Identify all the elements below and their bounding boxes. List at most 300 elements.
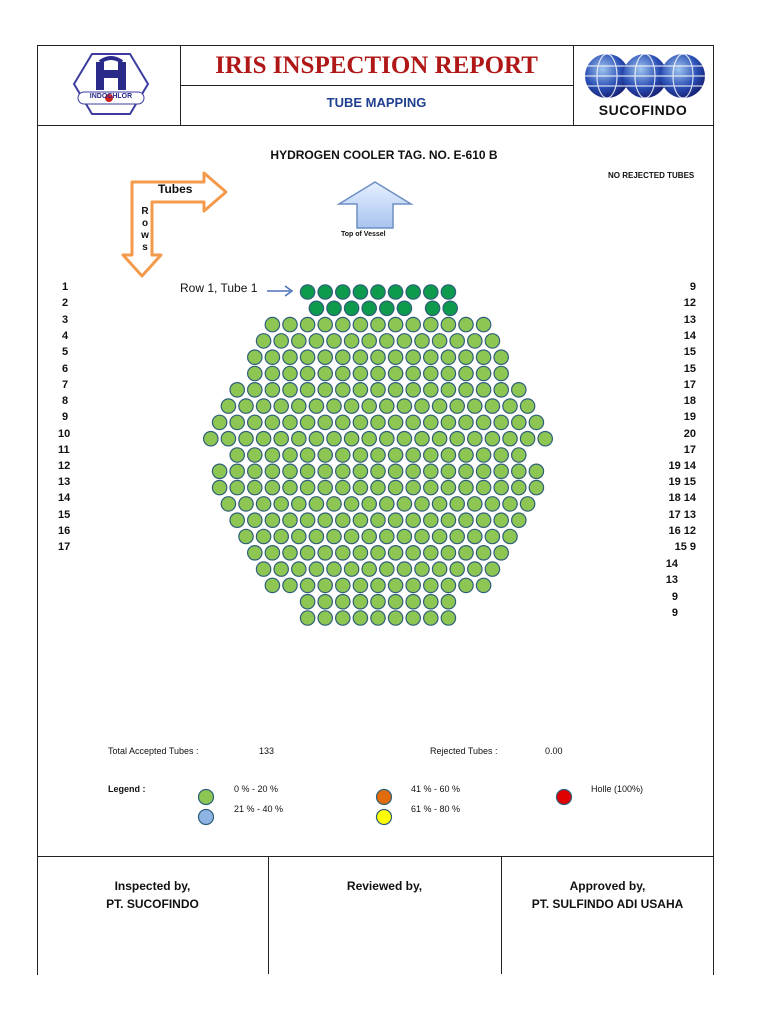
tube bbox=[494, 415, 508, 429]
tube bbox=[424, 546, 438, 560]
indochlor-logo bbox=[72, 52, 150, 116]
tube bbox=[318, 546, 332, 560]
tube bbox=[406, 366, 420, 380]
tube-count: 15 bbox=[683, 363, 696, 375]
tube bbox=[432, 562, 446, 576]
tube-count: 19 15 bbox=[668, 476, 696, 488]
row-number: 12 bbox=[58, 460, 71, 472]
tube bbox=[265, 464, 279, 478]
tube bbox=[415, 562, 429, 576]
tube bbox=[512, 415, 526, 429]
tube bbox=[318, 285, 332, 299]
tube bbox=[485, 334, 499, 348]
tube bbox=[318, 480, 332, 494]
tube bbox=[441, 464, 455, 478]
tube bbox=[432, 497, 446, 511]
tube bbox=[476, 480, 490, 494]
tube bbox=[380, 301, 394, 315]
tube bbox=[512, 513, 526, 527]
tube bbox=[494, 366, 508, 380]
report-title: IRIS INSPECTION REPORT bbox=[215, 52, 538, 79]
tube bbox=[468, 562, 482, 576]
signature-divider bbox=[37, 856, 714, 857]
tube bbox=[344, 334, 358, 348]
tube bbox=[529, 480, 543, 494]
tube bbox=[388, 546, 402, 560]
tube-count: 19 bbox=[683, 411, 696, 423]
tube bbox=[371, 595, 385, 609]
approved-by-company: PT. SULFINDO ADI USAHA bbox=[531, 897, 684, 911]
tube bbox=[309, 399, 323, 413]
tube bbox=[336, 350, 350, 364]
tube bbox=[485, 432, 499, 446]
tube bbox=[300, 578, 314, 592]
tube bbox=[388, 611, 402, 625]
tube bbox=[283, 317, 297, 331]
legend-swatch-orange bbox=[375, 788, 393, 806]
inspected-by-label: Inspected by, bbox=[114, 879, 191, 893]
title-underline bbox=[180, 85, 573, 86]
tube bbox=[362, 334, 376, 348]
tube bbox=[468, 334, 482, 348]
signature-col-divider-1 bbox=[268, 856, 269, 974]
tube bbox=[441, 480, 455, 494]
tube bbox=[309, 562, 323, 576]
legend-swatch-yellow bbox=[375, 808, 393, 826]
tube bbox=[353, 366, 367, 380]
tube bbox=[441, 383, 455, 397]
tube bbox=[300, 595, 314, 609]
reviewed-by-label: Reviewed by, bbox=[346, 879, 423, 893]
row-number: 6 bbox=[62, 363, 69, 375]
tube bbox=[309, 334, 323, 348]
tube bbox=[371, 513, 385, 527]
tube bbox=[450, 432, 464, 446]
sucofindo-logo bbox=[583, 52, 707, 100]
tube bbox=[239, 529, 253, 543]
tube bbox=[406, 578, 420, 592]
tube bbox=[371, 546, 385, 560]
tube bbox=[353, 480, 367, 494]
tube bbox=[512, 464, 526, 478]
tube bbox=[494, 350, 508, 364]
tube bbox=[520, 497, 534, 511]
tube bbox=[336, 513, 350, 527]
tube bbox=[476, 464, 490, 478]
tube bbox=[344, 432, 358, 446]
indochlor-logo-icon bbox=[72, 52, 150, 116]
tube bbox=[265, 578, 279, 592]
tube bbox=[520, 399, 534, 413]
total-accepted-value: 133 bbox=[259, 746, 275, 756]
tube bbox=[512, 448, 526, 462]
row-number: 13 bbox=[58, 476, 71, 488]
row-number: 11 bbox=[58, 444, 70, 456]
tube bbox=[265, 546, 279, 560]
tube bbox=[441, 546, 455, 560]
tube bbox=[388, 513, 402, 527]
tube bbox=[459, 350, 473, 364]
tube bbox=[300, 480, 314, 494]
rows-letter: s bbox=[142, 242, 148, 253]
tube bbox=[441, 448, 455, 462]
tube bbox=[424, 285, 438, 299]
tube bbox=[336, 546, 350, 560]
tube-count: 14 bbox=[665, 558, 678, 570]
legend-swatch-red bbox=[555, 788, 573, 806]
tube bbox=[327, 562, 341, 576]
rows-letter: w bbox=[141, 230, 149, 241]
row-number: 1 bbox=[62, 281, 69, 293]
row-number: 16 bbox=[58, 525, 71, 537]
top-of-vessel-arrow-icon bbox=[336, 180, 414, 230]
exchanger-heading: HYDROGEN COOLER TAG. NO. E-610 B bbox=[270, 148, 498, 162]
tube bbox=[397, 562, 411, 576]
tube bbox=[424, 448, 438, 462]
tube bbox=[441, 366, 455, 380]
tube bbox=[529, 415, 543, 429]
tube bbox=[292, 432, 306, 446]
tube-count: 16 12 bbox=[668, 525, 696, 537]
row-number: 17 bbox=[58, 541, 71, 553]
tube-count: 15 9 bbox=[674, 541, 696, 553]
tube bbox=[344, 301, 358, 315]
tube bbox=[432, 334, 446, 348]
tube bbox=[353, 285, 367, 299]
tube bbox=[336, 480, 350, 494]
tube-count: 19 14 bbox=[668, 460, 696, 472]
tube bbox=[441, 611, 455, 625]
tube bbox=[512, 383, 526, 397]
tube bbox=[274, 562, 288, 576]
rows-letter: o bbox=[141, 218, 149, 229]
rows-letter: R bbox=[141, 206, 149, 217]
tube bbox=[309, 432, 323, 446]
tube bbox=[494, 513, 508, 527]
tube bbox=[529, 464, 543, 478]
tube bbox=[371, 611, 385, 625]
tube bbox=[424, 513, 438, 527]
legend-label: Holle (100%) bbox=[591, 784, 644, 794]
tube bbox=[406, 415, 420, 429]
tube bbox=[265, 480, 279, 494]
tube bbox=[265, 350, 279, 364]
tube bbox=[265, 383, 279, 397]
tube bbox=[503, 432, 517, 446]
inspected-by-block bbox=[37, 877, 268, 913]
tube bbox=[415, 334, 429, 348]
tube bbox=[221, 399, 235, 413]
tube bbox=[425, 301, 439, 315]
tube bbox=[494, 383, 508, 397]
indochlor-logo-text: INDOCHLOR bbox=[89, 93, 133, 100]
tube bbox=[371, 464, 385, 478]
tube bbox=[336, 464, 350, 478]
tube bbox=[336, 595, 350, 609]
tube bbox=[353, 448, 367, 462]
reviewed-by-block bbox=[268, 877, 501, 895]
tube bbox=[494, 464, 508, 478]
row-number: 3 bbox=[62, 314, 69, 326]
tube bbox=[476, 546, 490, 560]
tube bbox=[353, 383, 367, 397]
tube bbox=[274, 497, 288, 511]
tube bbox=[388, 464, 402, 478]
tube bbox=[476, 448, 490, 462]
tube bbox=[441, 578, 455, 592]
sucofindo-logo-text: SUCOFINDO bbox=[598, 102, 688, 118]
tube bbox=[230, 448, 244, 462]
header-right-divider bbox=[573, 45, 574, 125]
tube bbox=[353, 611, 367, 625]
tube bbox=[283, 448, 297, 462]
row-number: 10 bbox=[58, 428, 71, 440]
tube bbox=[283, 546, 297, 560]
tube bbox=[494, 448, 508, 462]
row-number: 7 bbox=[62, 379, 69, 391]
tube bbox=[318, 448, 332, 462]
tube bbox=[300, 366, 314, 380]
rejected-note: NO REJECTED TUBES bbox=[608, 171, 695, 180]
tube bbox=[371, 317, 385, 331]
tube bbox=[336, 415, 350, 429]
tube bbox=[406, 448, 420, 462]
tube bbox=[362, 301, 376, 315]
tube bbox=[424, 611, 438, 625]
report-subtitle: TUBE MAPPING bbox=[326, 95, 427, 110]
tube bbox=[221, 432, 235, 446]
tube bbox=[256, 432, 270, 446]
tube bbox=[432, 529, 446, 543]
row-number: 14 bbox=[58, 492, 71, 504]
tube bbox=[459, 383, 473, 397]
tube bbox=[406, 464, 420, 478]
tube bbox=[450, 562, 464, 576]
tube bbox=[424, 480, 438, 494]
tube bbox=[397, 529, 411, 543]
tube bbox=[503, 399, 517, 413]
tube bbox=[212, 464, 226, 478]
tube bbox=[362, 497, 376, 511]
tube bbox=[300, 464, 314, 478]
tube bbox=[459, 366, 473, 380]
tube bbox=[248, 480, 262, 494]
rejected-tubes-value: 0.00 bbox=[545, 746, 563, 756]
tube bbox=[248, 415, 262, 429]
tube bbox=[459, 578, 473, 592]
tube bbox=[476, 578, 490, 592]
tube bbox=[274, 334, 288, 348]
tube bbox=[318, 464, 332, 478]
tube bbox=[388, 366, 402, 380]
tube bbox=[265, 448, 279, 462]
tube bbox=[318, 415, 332, 429]
tube bbox=[353, 513, 367, 527]
tube bbox=[344, 529, 358, 543]
tube-count: 13 bbox=[665, 574, 678, 586]
tube bbox=[441, 595, 455, 609]
tube bbox=[353, 546, 367, 560]
tube bbox=[406, 546, 420, 560]
tube bbox=[388, 285, 402, 299]
tube-count: 20 bbox=[683, 428, 696, 440]
tube bbox=[300, 350, 314, 364]
tube bbox=[283, 513, 297, 527]
tube bbox=[274, 399, 288, 413]
tube bbox=[459, 317, 473, 331]
tube bbox=[239, 497, 253, 511]
tube bbox=[336, 448, 350, 462]
tube bbox=[371, 383, 385, 397]
tube bbox=[388, 317, 402, 331]
tube bbox=[380, 562, 394, 576]
tube bbox=[318, 578, 332, 592]
tube bbox=[485, 399, 499, 413]
row-number: 5 bbox=[62, 346, 69, 358]
legend-title: Legend : bbox=[108, 784, 146, 794]
tube bbox=[212, 415, 226, 429]
tube bbox=[424, 350, 438, 364]
tube bbox=[494, 546, 508, 560]
tube bbox=[432, 432, 446, 446]
tube bbox=[336, 285, 350, 299]
row-number: 9 bbox=[62, 411, 69, 423]
tube bbox=[248, 383, 262, 397]
tube bbox=[476, 415, 490, 429]
tube bbox=[441, 317, 455, 331]
tube-count: 15 bbox=[683, 346, 696, 358]
tube bbox=[371, 350, 385, 364]
legend-swatch-green bbox=[197, 788, 215, 806]
tube bbox=[388, 578, 402, 592]
tube bbox=[309, 497, 323, 511]
tube bbox=[318, 383, 332, 397]
rows-label bbox=[138, 206, 152, 254]
tube bbox=[476, 366, 490, 380]
tube-count: 9 bbox=[689, 281, 696, 293]
tube bbox=[300, 546, 314, 560]
tube bbox=[397, 399, 411, 413]
tube bbox=[406, 595, 420, 609]
tube bbox=[388, 383, 402, 397]
tube bbox=[406, 611, 420, 625]
tube bbox=[274, 432, 288, 446]
tube bbox=[230, 480, 244, 494]
tube bbox=[265, 317, 279, 331]
tube bbox=[283, 415, 297, 429]
row1-tube1-label: Row 1, Tube 1 bbox=[180, 281, 258, 295]
tube bbox=[336, 383, 350, 397]
tube bbox=[336, 317, 350, 331]
tube bbox=[336, 578, 350, 592]
row-number: 2 bbox=[62, 297, 69, 309]
tube bbox=[256, 562, 270, 576]
tube bbox=[406, 383, 420, 397]
total-accepted-label: Total Accepted Tubes : bbox=[108, 746, 199, 756]
tube bbox=[362, 432, 376, 446]
tube-count: 18 bbox=[683, 395, 696, 407]
tube bbox=[353, 415, 367, 429]
tube bbox=[459, 546, 473, 560]
tube bbox=[362, 399, 376, 413]
tube bbox=[362, 562, 376, 576]
tube bbox=[424, 595, 438, 609]
tube bbox=[327, 334, 341, 348]
tube bbox=[292, 399, 306, 413]
tube bbox=[415, 529, 429, 543]
row-number: 8 bbox=[62, 395, 69, 407]
tube bbox=[256, 399, 270, 413]
tube bbox=[503, 529, 517, 543]
tube bbox=[283, 464, 297, 478]
tube bbox=[248, 513, 262, 527]
tube bbox=[300, 415, 314, 429]
tube bbox=[476, 317, 490, 331]
tube bbox=[406, 480, 420, 494]
signature-col-divider-2 bbox=[501, 856, 502, 974]
tube bbox=[283, 578, 297, 592]
tube bbox=[283, 383, 297, 397]
tube bbox=[459, 513, 473, 527]
tube bbox=[344, 497, 358, 511]
tube bbox=[415, 399, 429, 413]
tube bbox=[397, 432, 411, 446]
tube bbox=[300, 611, 314, 625]
tube bbox=[318, 366, 332, 380]
tube bbox=[424, 366, 438, 380]
tube bbox=[424, 464, 438, 478]
tube bbox=[256, 334, 270, 348]
approved-by-block bbox=[501, 877, 714, 913]
tube bbox=[300, 317, 314, 331]
tube bbox=[371, 578, 385, 592]
legend-label: 41 % - 60 % bbox=[411, 784, 461, 794]
tube bbox=[380, 334, 394, 348]
tube bbox=[292, 334, 306, 348]
tube bbox=[406, 350, 420, 364]
top-of-vessel-label: Top of Vessel bbox=[341, 231, 386, 238]
tube bbox=[415, 497, 429, 511]
tube bbox=[459, 415, 473, 429]
tube bbox=[371, 366, 385, 380]
tube bbox=[336, 366, 350, 380]
tube bbox=[300, 383, 314, 397]
tube bbox=[336, 611, 350, 625]
tube-count: 9 bbox=[671, 591, 678, 603]
tube bbox=[468, 529, 482, 543]
tube bbox=[309, 529, 323, 543]
tube bbox=[353, 595, 367, 609]
tube bbox=[485, 497, 499, 511]
tube bbox=[494, 480, 508, 494]
tube bbox=[265, 415, 279, 429]
tube-map bbox=[190, 280, 570, 635]
tube bbox=[397, 334, 411, 348]
tube bbox=[344, 399, 358, 413]
tube bbox=[230, 513, 244, 527]
tube bbox=[327, 497, 341, 511]
tube bbox=[318, 595, 332, 609]
tube bbox=[353, 464, 367, 478]
tube bbox=[239, 432, 253, 446]
tube-count: 18 14 bbox=[668, 492, 696, 504]
tube bbox=[371, 415, 385, 429]
tube bbox=[248, 366, 262, 380]
tube bbox=[415, 432, 429, 446]
tube bbox=[380, 432, 394, 446]
tube bbox=[265, 366, 279, 380]
tube bbox=[503, 497, 517, 511]
